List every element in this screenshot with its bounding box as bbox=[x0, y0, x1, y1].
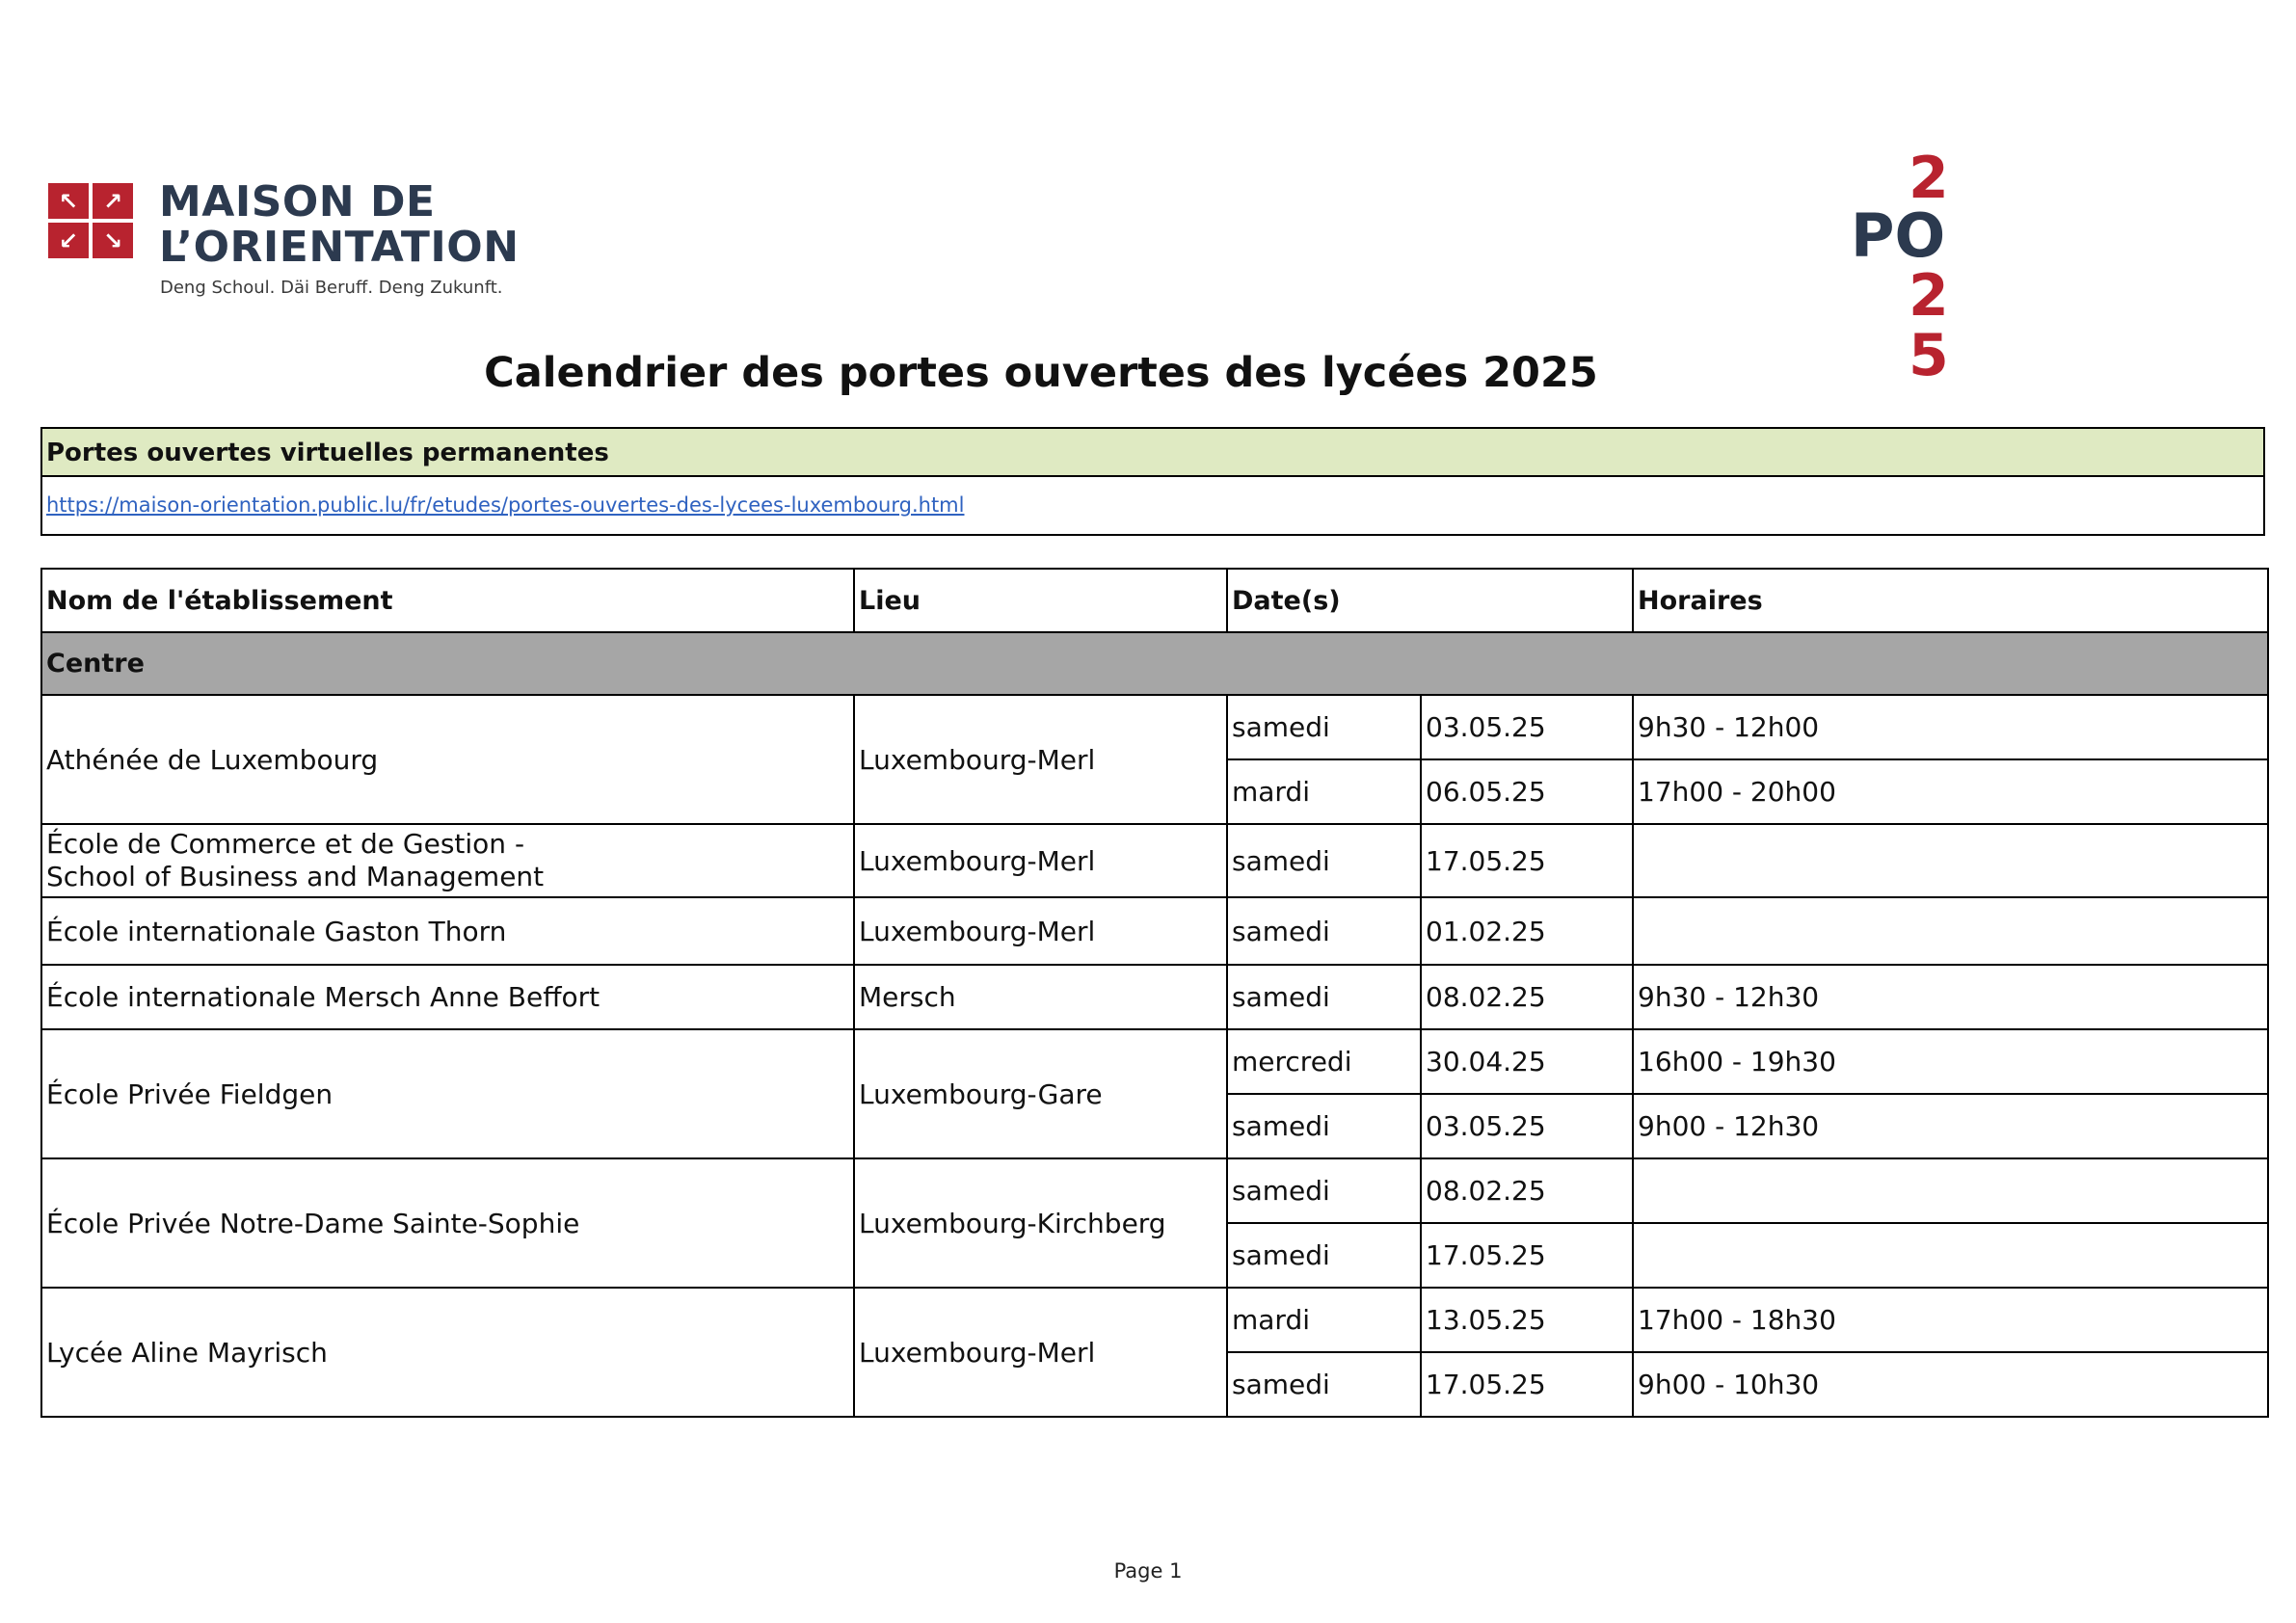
arrow-up-right-icon: ↗ bbox=[93, 183, 133, 219]
header-name: Nom de l'établissement bbox=[41, 569, 854, 632]
school-place: Mersch bbox=[854, 965, 1227, 1029]
logo-line-2: L’ORIENTATION bbox=[159, 223, 520, 272]
session-date: 03.05.25 bbox=[1421, 695, 1633, 759]
session-day: samedi bbox=[1227, 695, 1421, 759]
logo-line-1: MAISON DE bbox=[159, 177, 436, 226]
badge-digit-bottom: 5 bbox=[1909, 322, 1949, 389]
schedule-table bbox=[40, 568, 2269, 1418]
session-date: 01.02.25 bbox=[1421, 897, 1633, 965]
school-name: École Privée Notre-Dame Sainte-Sophie bbox=[41, 1158, 854, 1288]
session-hours: 9h30 - 12h30 bbox=[1633, 965, 2268, 1029]
section-row bbox=[41, 632, 2268, 695]
session-hours bbox=[1633, 1158, 2268, 1223]
session-date: 08.02.25 bbox=[1421, 965, 1633, 1029]
virtual-open-days-box bbox=[40, 427, 2265, 536]
session-date: 03.05.25 bbox=[1421, 1094, 1633, 1158]
badge-po: PO bbox=[1851, 200, 1946, 271]
session-day: mardi bbox=[1227, 1288, 1421, 1352]
table-row bbox=[41, 965, 2268, 1029]
header-dates: Date(s) bbox=[1227, 569, 1633, 632]
arrow-down-right-icon: ↘ bbox=[93, 223, 133, 258]
session-date: 13.05.25 bbox=[1421, 1288, 1633, 1352]
school-place: Luxembourg-Merl bbox=[854, 695, 1227, 824]
session-hours: 9h00 - 10h30 bbox=[1633, 1352, 2268, 1417]
page-number: Page 1 bbox=[1113, 1559, 1183, 1583]
session-hours: 9h00 - 12h30 bbox=[1633, 1094, 2268, 1158]
school-name: Athénée de Luxembourg bbox=[41, 695, 854, 824]
page-title: Calendrier des portes ouvertes des lycées 2025 bbox=[484, 349, 1598, 397]
table-row bbox=[41, 1288, 2268, 1352]
session-day: mardi bbox=[1227, 759, 1421, 824]
school-name-line-2: School of Business and Management bbox=[46, 861, 545, 892]
logo-tagline: Deng Schoul. Däi Beruff. Deng Zukunft. bbox=[160, 278, 503, 298]
session-hours bbox=[1633, 824, 2268, 897]
logo-wordmark bbox=[159, 179, 520, 270]
section-label: Centre bbox=[41, 632, 2268, 695]
school-name: Lycée Aline Mayrisch bbox=[41, 1288, 854, 1417]
session-hours: 17h00 - 18h30 bbox=[1633, 1288, 2268, 1352]
table-row bbox=[41, 695, 2268, 759]
session-day: samedi bbox=[1227, 1223, 1421, 1288]
session-hours bbox=[1633, 897, 2268, 965]
school-place: Luxembourg-Gare bbox=[854, 1029, 1227, 1158]
school-name bbox=[41, 824, 854, 897]
maison-orientation-logo bbox=[48, 179, 549, 305]
header-place: Lieu bbox=[854, 569, 1227, 632]
header-hours: Horaires bbox=[1633, 569, 2268, 632]
session-hours bbox=[1633, 1223, 2268, 1288]
virtual-link[interactable]: https://maison-orientation.public.lu/fr/etudes/portes-ouvertes-des-lycees-luxembourg.html bbox=[46, 493, 965, 517]
table-row bbox=[41, 824, 2268, 897]
table-header-row bbox=[41, 569, 2268, 632]
session-date: 17.05.25 bbox=[1421, 1223, 1633, 1288]
session-date: 17.05.25 bbox=[1421, 824, 1633, 897]
session-date: 17.05.25 bbox=[1421, 1352, 1633, 1417]
session-day: samedi bbox=[1227, 1094, 1421, 1158]
school-place: Luxembourg-Merl bbox=[854, 1288, 1227, 1417]
session-hours: 16h00 - 19h30 bbox=[1633, 1029, 2268, 1094]
arrow-up-left-icon: ↖ bbox=[48, 183, 89, 219]
school-place: Luxembourg-Merl bbox=[854, 824, 1227, 897]
session-day: mercredi bbox=[1227, 1029, 1421, 1094]
school-name: École Privée Fieldgen bbox=[41, 1029, 854, 1158]
table-row bbox=[41, 897, 2268, 965]
virtual-heading: Portes ouvertes virtuelles permanentes bbox=[42, 429, 2263, 477]
school-name: École internationale Gaston Thorn bbox=[41, 897, 854, 965]
school-place: Luxembourg-Kirchberg bbox=[854, 1158, 1227, 1288]
session-day: samedi bbox=[1227, 1158, 1421, 1223]
badge-digit-mid: 2 bbox=[1909, 262, 1949, 330]
arrow-down-left-icon: ↙ bbox=[48, 223, 89, 258]
session-hours: 17h00 - 20h00 bbox=[1633, 759, 2268, 824]
school-name: École internationale Mersch Anne Beffort bbox=[41, 965, 854, 1029]
session-date: 08.02.25 bbox=[1421, 1158, 1633, 1223]
session-hours: 9h30 - 12h00 bbox=[1633, 695, 2268, 759]
table-row bbox=[41, 1029, 2268, 1094]
session-day: samedi bbox=[1227, 824, 1421, 897]
session-day: samedi bbox=[1227, 897, 1421, 965]
school-place: Luxembourg-Merl bbox=[854, 897, 1227, 965]
table-row bbox=[41, 1158, 2268, 1223]
school-name-line-1: École de Commerce et de Gestion - bbox=[46, 828, 525, 860]
session-day: samedi bbox=[1227, 965, 1421, 1029]
badge-digit-top: 2 bbox=[1909, 145, 1949, 212]
session-date: 30.04.25 bbox=[1421, 1029, 1633, 1094]
session-day: samedi bbox=[1227, 1352, 1421, 1417]
session-date: 06.05.25 bbox=[1421, 759, 1633, 824]
logo-mark bbox=[48, 183, 135, 260]
